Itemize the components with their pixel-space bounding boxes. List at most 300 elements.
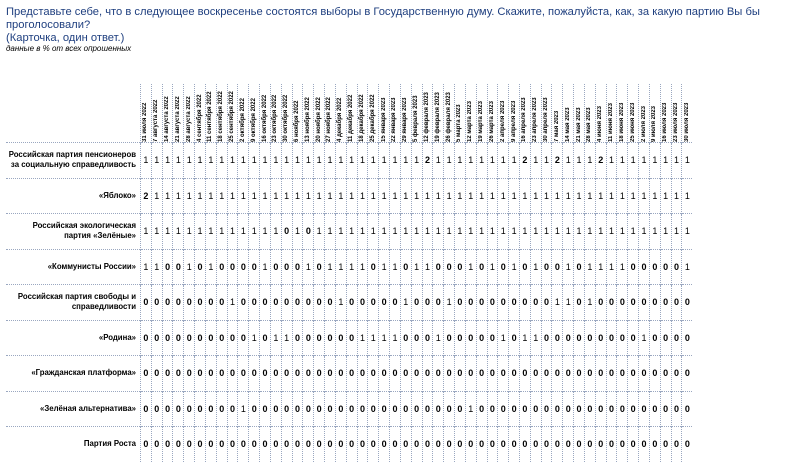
value-cell: 1: [606, 214, 617, 250]
value-cell: 0: [346, 427, 357, 462]
value-cell: 0: [249, 427, 260, 462]
party-name: Российская экологическая партия «Зелёные»: [6, 214, 141, 250]
value-cell: 0: [379, 427, 390, 462]
value-cell: 0: [628, 285, 639, 321]
value-cell: 0: [238, 427, 249, 462]
value-cell: 0: [195, 249, 206, 285]
value-cell: 0: [628, 320, 639, 356]
value-cell: 0: [606, 356, 617, 392]
value-cell: 1: [444, 285, 455, 321]
date-column-header: [260, 84, 271, 143]
value-cell: 0: [606, 285, 617, 321]
value-cell: 0: [303, 427, 314, 462]
date-header-row: [6, 84, 692, 143]
value-cell: 0: [205, 356, 216, 392]
value-cell: 0: [530, 356, 541, 392]
value-cell: 1: [617, 143, 628, 179]
value-cell: 0: [433, 356, 444, 392]
value-cell: 0: [151, 320, 162, 356]
value-cell: 0: [519, 356, 530, 392]
value-cell: 0: [292, 427, 303, 462]
value-cell: 0: [455, 391, 466, 427]
value-cell: 0: [346, 391, 357, 427]
value-cell: 0: [379, 356, 390, 392]
value-cell: 1: [660, 143, 671, 179]
value-cell: 1: [141, 214, 152, 250]
date-column-header: [541, 84, 552, 143]
value-cell: 0: [422, 427, 433, 462]
results-table-wrap: [6, 84, 796, 462]
value-cell: 1: [649, 178, 660, 214]
value-cell: 0: [455, 427, 466, 462]
value-cell: 0: [574, 427, 585, 462]
value-cell: 0: [400, 320, 411, 356]
value-cell: 1: [303, 143, 314, 179]
date-column-header: [227, 84, 238, 143]
value-cell: 0: [563, 356, 574, 392]
value-cell: 0: [238, 320, 249, 356]
value-cell: 0: [660, 249, 671, 285]
value-cell: 1: [498, 178, 509, 214]
value-cell: 0: [465, 427, 476, 462]
value-cell: 1: [314, 214, 325, 250]
value-cell: 1: [205, 214, 216, 250]
value-cell: 0: [584, 427, 595, 462]
value-cell: 1: [411, 214, 422, 250]
value-cell: 0: [465, 356, 476, 392]
value-cell: 0: [682, 391, 692, 427]
date-column-header: [162, 84, 173, 143]
value-cell: 0: [487, 427, 498, 462]
value-cell: 1: [400, 143, 411, 179]
value-cell: 1: [314, 178, 325, 214]
value-cell: 1: [346, 214, 357, 250]
value-cell: 0: [671, 249, 682, 285]
value-cell: 0: [162, 285, 173, 321]
value-cell: 0: [216, 391, 227, 427]
value-cell: 1: [335, 214, 346, 250]
date-column-header: [281, 84, 292, 143]
value-cell: 0: [195, 427, 206, 462]
value-cell: 0: [660, 356, 671, 392]
value-cell: 1: [400, 285, 411, 321]
value-cell: 0: [292, 391, 303, 427]
date-column-header: [173, 84, 184, 143]
value-cell: 1: [671, 214, 682, 250]
value-cell: 0: [303, 391, 314, 427]
value-cell: 0: [292, 285, 303, 321]
value-cell: 0: [552, 249, 563, 285]
value-cell: 1: [487, 178, 498, 214]
value-cell: 1: [400, 214, 411, 250]
value-cell: 1: [368, 143, 379, 179]
party-name: «Коммунисты России»: [6, 249, 141, 285]
value-cell: 0: [400, 427, 411, 462]
value-cell: 0: [400, 391, 411, 427]
value-cell: 0: [660, 320, 671, 356]
value-cell: 0: [639, 285, 650, 321]
date-label: 25 декабря 2022: [369, 94, 376, 142]
value-cell: 0: [552, 391, 563, 427]
value-cell: 1: [173, 214, 184, 250]
value-cell: 0: [660, 427, 671, 462]
value-cell: 1: [314, 143, 325, 179]
value-cell: 0: [325, 356, 336, 392]
value-cell: 0: [260, 285, 271, 321]
value-cell: 0: [671, 356, 682, 392]
value-cell: 0: [249, 356, 260, 392]
date-label: 30 апреля 2023: [543, 97, 550, 142]
value-cell: 0: [433, 285, 444, 321]
value-cell: 1: [281, 320, 292, 356]
date-label: 13 ноября 2022: [304, 97, 311, 142]
value-cell: 0: [422, 285, 433, 321]
value-cell: 0: [368, 285, 379, 321]
value-cell: 1: [281, 143, 292, 179]
value-cell: 1: [519, 320, 530, 356]
date-column-header: [595, 84, 606, 143]
date-label: 12 марта 2023: [467, 101, 474, 142]
date-label: 25 июня 2023: [629, 102, 636, 142]
date-column-header: [649, 84, 660, 143]
date-column-header: [270, 84, 281, 143]
date-label: 21 мая 2023: [575, 107, 582, 142]
value-cell: 0: [509, 427, 520, 462]
value-cell: 1: [433, 320, 444, 356]
value-cell: 0: [541, 356, 552, 392]
value-cell: 1: [238, 178, 249, 214]
value-cell: 0: [487, 285, 498, 321]
value-cell: 1: [346, 249, 357, 285]
date-column-header: [465, 84, 476, 143]
date-label: 28 августа 2022: [185, 96, 192, 142]
value-cell: 0: [487, 356, 498, 392]
value-cell: 1: [195, 143, 206, 179]
value-cell: 0: [487, 320, 498, 356]
value-cell: 0: [411, 320, 422, 356]
value-cell: 0: [379, 391, 390, 427]
date-column-header: [444, 84, 455, 143]
date-label: 26 марта 2023: [488, 101, 495, 142]
party-name: «Зелёная альтернатива»: [6, 391, 141, 427]
value-cell: 1: [433, 143, 444, 179]
value-cell: 0: [411, 285, 422, 321]
value-cell: 0: [270, 391, 281, 427]
value-cell: 1: [400, 178, 411, 214]
date-column-header: [335, 84, 346, 143]
date-label: 2 октября 2022: [239, 98, 246, 142]
value-cell: 1: [227, 214, 238, 250]
value-cell: 1: [357, 178, 368, 214]
value-cell: 0: [563, 391, 574, 427]
value-cell: 0: [227, 391, 238, 427]
value-cell: 0: [162, 249, 173, 285]
value-cell: 1: [379, 214, 390, 250]
date-label: 31 июля 2022: [142, 102, 149, 142]
date-label: 4 июня 2023: [597, 106, 604, 142]
value-cell: 1: [595, 249, 606, 285]
date-label: 6 ноября 2022: [294, 100, 300, 142]
value-cell: 0: [628, 391, 639, 427]
value-cell: 0: [530, 285, 541, 321]
date-label: 14 августа 2022: [164, 96, 171, 142]
value-cell: 0: [270, 249, 281, 285]
value-cell: 1: [390, 178, 401, 214]
value-cell: 1: [584, 214, 595, 250]
date-label: 26 февраля 2023: [445, 92, 452, 142]
date-column-header: [519, 84, 530, 143]
value-cell: 1: [173, 178, 184, 214]
date-label: 18 сентября 2022: [218, 91, 225, 142]
value-cell: 1: [260, 214, 271, 250]
value-cell: 1: [335, 285, 346, 321]
date-column-header: [141, 84, 152, 143]
value-cell: 0: [476, 320, 487, 356]
table-row: [6, 249, 692, 285]
value-cell: 0: [606, 320, 617, 356]
value-cell: 1: [346, 178, 357, 214]
value-cell: 1: [216, 178, 227, 214]
value-cell: 0: [325, 285, 336, 321]
value-cell: 1: [141, 249, 152, 285]
value-cell: 1: [455, 143, 466, 179]
value-cell: 0: [476, 285, 487, 321]
value-cell: 1: [368, 320, 379, 356]
value-cell: 1: [162, 143, 173, 179]
value-cell: 0: [390, 427, 401, 462]
value-cell: 1: [379, 143, 390, 179]
date-label: 11 июня 2023: [608, 103, 615, 142]
value-cell: 0: [465, 320, 476, 356]
value-cell: 1: [584, 285, 595, 321]
value-cell: 1: [227, 285, 238, 321]
value-cell: 1: [509, 214, 520, 250]
value-cell: 1: [249, 178, 260, 214]
value-cell: 0: [455, 285, 466, 321]
date-column-header: [433, 84, 444, 143]
value-cell: 1: [433, 178, 444, 214]
date-label: 12 февраля 2023: [423, 92, 430, 142]
value-cell: 0: [346, 285, 357, 321]
value-cell: 0: [325, 391, 336, 427]
value-cell: 0: [487, 391, 498, 427]
value-cell: 1: [238, 143, 249, 179]
value-cell: 0: [205, 427, 216, 462]
value-cell: 0: [162, 356, 173, 392]
value-cell: 1: [195, 178, 206, 214]
value-cell: 0: [368, 427, 379, 462]
value-cell: 0: [325, 427, 336, 462]
value-cell: 1: [411, 249, 422, 285]
date-label: 4 сентября 2022: [196, 94, 203, 142]
value-cell: 0: [476, 356, 487, 392]
date-column-header: [249, 84, 260, 143]
value-cell: 0: [195, 391, 206, 427]
value-cell: 0: [184, 427, 195, 462]
date-column-header: [455, 84, 466, 143]
value-cell: 0: [227, 249, 238, 285]
table-row: [6, 320, 692, 356]
value-cell: 1: [281, 178, 292, 214]
value-cell: 0: [519, 391, 530, 427]
date-label: 20 ноября 2022: [315, 97, 322, 142]
value-cell: 0: [574, 285, 585, 321]
value-cell: 1: [260, 143, 271, 179]
value-cell: 0: [422, 320, 433, 356]
value-cell: 0: [335, 427, 346, 462]
value-cell: 0: [509, 320, 520, 356]
value-cell: 1: [390, 214, 401, 250]
value-cell: 1: [476, 143, 487, 179]
date-column-header: [238, 84, 249, 143]
value-cell: 1: [444, 214, 455, 250]
value-cell: 1: [249, 214, 260, 250]
value-cell: 1: [639, 178, 650, 214]
value-cell: 1: [368, 214, 379, 250]
value-cell: 1: [270, 320, 281, 356]
value-cell: 0: [671, 427, 682, 462]
value-cell: 1: [292, 178, 303, 214]
value-cell: 1: [270, 143, 281, 179]
question-text: Представьте себе, что в следующее воскресенье состоятся выборы в Государственную думу. Скажите, пожалуйста, как, за какую партию Вы бы проголосовали?: [6, 6, 760, 31]
date-label: 11 сентября 2022: [207, 91, 214, 142]
value-cell: 0: [184, 285, 195, 321]
value-cell: 1: [498, 214, 509, 250]
table-row: [6, 391, 692, 427]
value-cell: 0: [628, 356, 639, 392]
value-cell: 1: [682, 143, 692, 179]
value-cell: 0: [563, 427, 574, 462]
value-cell: 1: [628, 178, 639, 214]
value-cell: 0: [238, 249, 249, 285]
date-label: 22 января 2023: [391, 97, 398, 142]
date-column-header: [617, 84, 628, 143]
value-cell: 1: [563, 214, 574, 250]
value-cell: 0: [444, 391, 455, 427]
value-cell: 1: [671, 143, 682, 179]
value-cell: 0: [584, 356, 595, 392]
value-cell: 0: [151, 356, 162, 392]
value-cell: 0: [390, 356, 401, 392]
value-cell: 1: [574, 143, 585, 179]
value-cell: 0: [574, 320, 585, 356]
date-label: 9 октября 2022: [250, 98, 257, 142]
value-cell: 1: [530, 178, 541, 214]
value-cell: 0: [606, 427, 617, 462]
date-label: 25 сентября 2022: [229, 91, 236, 142]
value-cell: 1: [379, 320, 390, 356]
value-cell: 0: [141, 391, 152, 427]
value-cell: 1: [649, 143, 660, 179]
value-cell: 0: [281, 214, 292, 250]
value-cell: 0: [433, 391, 444, 427]
value-cell: 0: [357, 391, 368, 427]
value-cell: 0: [595, 391, 606, 427]
value-cell: 0: [433, 427, 444, 462]
date-column-header: [476, 84, 487, 143]
value-cell: 0: [509, 391, 520, 427]
value-cell: 0: [173, 320, 184, 356]
value-cell: 0: [292, 356, 303, 392]
value-cell: 1: [411, 143, 422, 179]
value-cell: 1: [617, 249, 628, 285]
value-cell: 1: [476, 178, 487, 214]
value-cell: 0: [368, 391, 379, 427]
value-cell: 0: [617, 356, 628, 392]
value-cell: 1: [595, 214, 606, 250]
value-cell: 1: [216, 214, 227, 250]
value-cell: 0: [314, 249, 325, 285]
value-cell: 0: [281, 356, 292, 392]
date-column-header: [292, 84, 303, 143]
value-cell: 0: [660, 391, 671, 427]
value-cell: 0: [314, 285, 325, 321]
value-cell: 1: [639, 320, 650, 356]
table-row: [6, 214, 692, 250]
date-column-header: [639, 84, 650, 143]
date-column-header: [530, 84, 541, 143]
value-cell: 1: [617, 178, 628, 214]
value-cell: 1: [422, 214, 433, 250]
value-cell: 0: [498, 427, 509, 462]
value-cell: 0: [628, 427, 639, 462]
value-cell: 0: [444, 356, 455, 392]
value-cell: 0: [195, 320, 206, 356]
value-cell: 0: [238, 356, 249, 392]
value-cell: 0: [541, 285, 552, 321]
value-cell: 1: [390, 143, 401, 179]
date-label: 19 февраля 2023: [434, 92, 441, 142]
value-cell: 1: [270, 214, 281, 250]
value-cell: 1: [379, 178, 390, 214]
value-cell: 0: [649, 391, 660, 427]
value-cell: 0: [498, 285, 509, 321]
value-cell: 1: [433, 214, 444, 250]
value-cell: 0: [649, 427, 660, 462]
value-cell: 1: [519, 178, 530, 214]
value-cell: 0: [400, 249, 411, 285]
value-cell: 0: [390, 285, 401, 321]
value-cell: 0: [617, 285, 628, 321]
value-cell: 0: [498, 249, 509, 285]
value-cell: 1: [530, 320, 541, 356]
value-cell: 0: [292, 249, 303, 285]
value-cell: 0: [660, 285, 671, 321]
value-cell: 0: [595, 356, 606, 392]
date-label: 4 декабря 2022: [337, 97, 344, 142]
value-cell: 1: [346, 143, 357, 179]
value-cell: 0: [606, 391, 617, 427]
value-cell: 0: [617, 391, 628, 427]
value-cell: 1: [173, 143, 184, 179]
date-column-header: [379, 84, 390, 143]
value-cell: 1: [411, 178, 422, 214]
value-cell: 0: [151, 427, 162, 462]
date-label: 27 ноября 2022: [326, 97, 333, 142]
value-cell: 1: [530, 249, 541, 285]
date-column-header: [357, 84, 368, 143]
value-cell: 1: [292, 214, 303, 250]
date-label: 16 октября 2022: [261, 94, 268, 142]
value-cell: 0: [314, 356, 325, 392]
value-cell: 1: [563, 249, 574, 285]
value-cell: 1: [390, 320, 401, 356]
value-cell: 1: [238, 214, 249, 250]
value-cell: 1: [184, 214, 195, 250]
value-cell: 0: [249, 249, 260, 285]
value-cell: 1: [628, 214, 639, 250]
date-label: 2 июля 2023: [640, 106, 647, 142]
